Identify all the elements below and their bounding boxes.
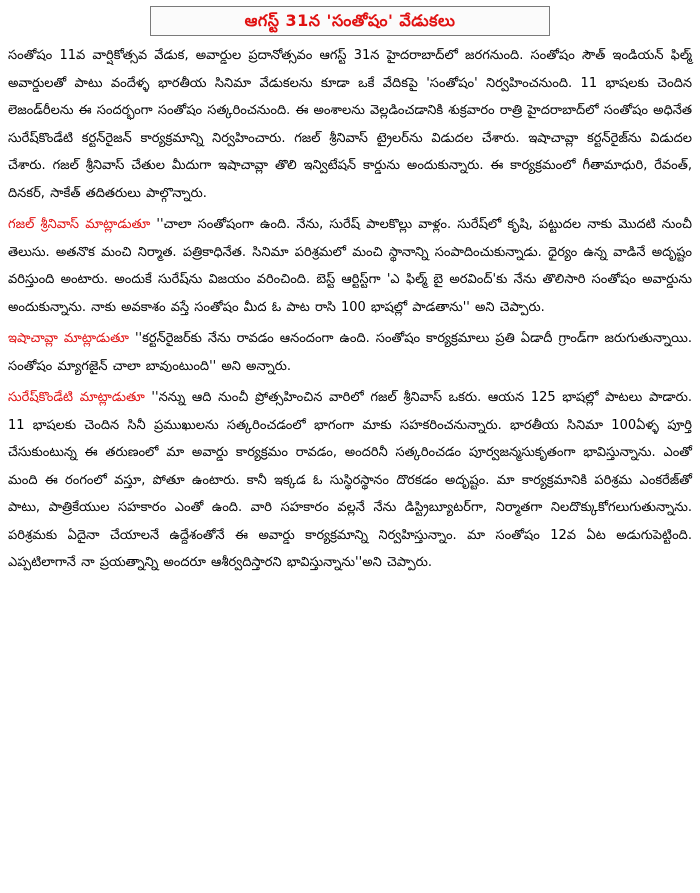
- article-body: [8, 42, 692, 577]
- quote-paragraph-isha-chawla: [8, 325, 692, 380]
- quote-paragraph-suresh-kondeti: [8, 384, 692, 577]
- paragraph-text: ''నన్ను ఆది నుంచీ ప్రోత్సహించిన వారిలో గజల్ శ్రీనివాస్ ఒకరు. ఆయన 125 భాషల్లో పాటలు పాడారు. 11 భాషలకు చెందిన సినీ ప్రముఖులను సత్కరించడంలో భాగంగా మాకు సహకరించనున్నారు. భారతీయ సినిమా 100ఏళ్ళ పూర్తి చేసుకుంటున్న ఈ తరుణంలో మా అవార్డు కార్యక్రమం రావడం, అందరినీ సత్కరించడం పూర్వజన్మసుకృతంగా భావిస్తున్నాను. ఎంతో మంది ఈ రంగంలో వస్తూ, పోతూ ఉంటారు. కానీ ఇక్కడ ఓ సుస్థిరస్థానం దొరకడం అదృష్టం. మా కార్యక్రమానికి పరిశ్రమ ఎంకరేజ్‌తో పాటు, పాత్రికేయుల సహకారం ఎంతో ఉంది. వారి సహకారం వల్లనే నేను డిస్ట్రిబ్యూటర్‌గా, నిర్మాతగా నిలదొక్కుకోగలుగుతున్నాను. పరిశ్రమకు ఏదైనా చేయాలనే ఉద్దేశంతోనే ఈ అవార్డు కార్యక్రమాన్ని నిర్వహిస్తున్నాం. మా సంతోషం 12వ ఏట అడుగుపెట్టింది. ఎప్పటిలాగానే నా ప్రయత్నాన్ని అందరూ ఆశీర్వదిస్తారని భావిస్తున్నాను''అని చెప్పారు.: [8, 390, 692, 570]
- paragraph-text: సంతోషం 11వ వార్షికోత్సవ వేడుక, అవార్డుల ప్రదానోత్సవం ఆగస్ట్ 31న హైదరాబాద్‌లో జరగనుంది. సంతోషం సౌత్ ఇండియన్ ఫిల్మ్ అవార్డులతో పాటు వందేళ్ళ భారతీయ సినిమా వేడుకలను కూడా ఒకే వేదికపై 'సంతోషం' నిర్వహించనుంది. 11 భాషలకు చెందిన లెజండ్‌రీలను ఈ సందర్భంగా సంతోషం సత్కరించనుంది. ఈ అంశాలను వెల్లడించడానికి శుక్రవారం రాత్రి హైదరాబాద్‌లో సంతోషం అధినేత సురేష్‌కొండేటి కర్టన్‌రైజన్ కార్యక్రమాన్ని నిర్వహించారు. గజల్ శ్రీనివాస్ ట్రైలర్‌ను విడుదల చేశారు. ఇషాచావ్లా కర్టన్‌రైజ్‌ను విడుదల చేశారు. గజల్ శ్రీనివాస్ చేతుల మీదుగా ఇషాచావ్లా తొలి ఇన్విటేషన్ కార్డును అందుకున్నారు. ఈ కార్యక్రమంలో గీతామాధురి, రేవంత్, దినకర్, సాకేత్ తదితరులు పాల్గొన్నారు.: [8, 48, 692, 201]
- headline-box: [150, 6, 550, 36]
- paragraph-text: ''చాలా సంతోషంగా ఉంది. నేను, సురేష్ పాలకొల్లు వాళ్లం. సురేష్‌లో కృషి, పట్టుదల నాకు మొదటి నుంచీ తెలుసు. అతనొక మంచి నిర్మాత. పత్రికాధినేత. సినిమా పరిశ్రమలో మంచి స్థానాన్ని సంపాదించుకున్నాడు. ధైర్యం ఉన్న వాడినే అదృష్టం వరిస్తుంది అంటారు. అందుకే సురేష్‌ను విజయం వరించింది. బెస్ట్ ఆర్టిస్ట్‌గా 'ఎ ఫిల్మ్ బై అరవింద్'కు నేను తొలిసారి సంతోషం అవార్డును అందుకున్నాను. నాకు అవకాశం వస్తే సంతోషం మీద ఓ పాట రాసి 100 భాషల్లో పాడతాను'' అని చెప్పారు.: [8, 217, 692, 315]
- speaker-label: ఇషాచావ్లా మాట్లాడుతూ: [8, 331, 129, 346]
- quote-paragraph-ghazal-srinivas: [8, 211, 692, 321]
- paragraph-text: ''కర్టన్‌రైజర్‌కు నేను రావడం ఆనందంగా ఉంది. సంతోషం కార్యక్రమాలు ప్రతి ఏడాదీ గ్రాండ్‌గా జరుగుతున్నాయి. సంతోషం మ్యాగజైన్ చాలా బావుంటుంది'' అని అన్నారు.: [8, 331, 692, 374]
- headline: ఆగస్ట్ 31న 'సంతోషం' వేడుకలు: [244, 11, 456, 30]
- intro-paragraph: [8, 42, 692, 207]
- speaker-label: సురేష్‌కొండేటి మాట్లాడుతూ: [8, 390, 145, 405]
- speaker-label: గజల్ శ్రీనివాస్ మాట్లాడుతూ: [8, 217, 151, 232]
